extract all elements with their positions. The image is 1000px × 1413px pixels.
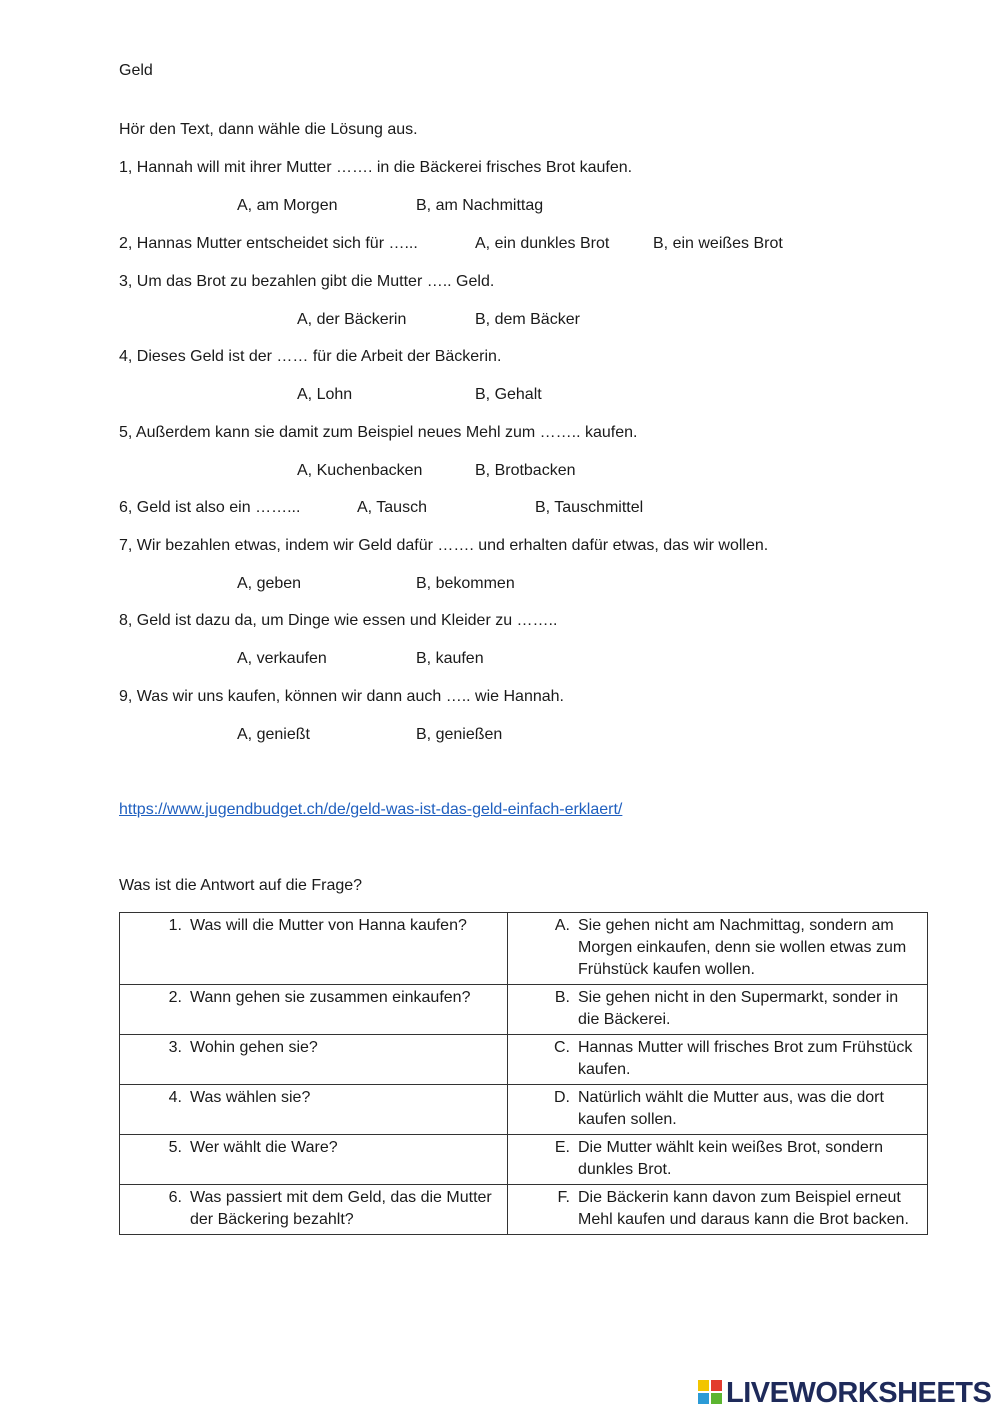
question-4-option-b[interactable]: B, Gehalt bbox=[475, 386, 542, 403]
question-text: Wann gehen sie zusammen einkaufen? bbox=[190, 989, 471, 1006]
question-6-option-b[interactable]: B, Tauschmittel bbox=[535, 499, 644, 516]
answer-text: Natürlich wählt die Mutter aus, was die dort kaufen sollen. bbox=[578, 1089, 884, 1128]
answer-text: Die Mutter wählt kein weißes Brot, sondern dunkles Brot. bbox=[578, 1139, 884, 1178]
answer-letter: F. bbox=[557, 1189, 570, 1206]
table-row bbox=[120, 1135, 928, 1185]
table-heading: Was ist die Antwort auf die Frage? bbox=[119, 877, 363, 894]
question-9: 9, Was wir uns kaufen, können wir dann auch ….. wie Hannah. bbox=[119, 688, 564, 705]
question-3: 3, Um das Brot zu bezahlen gibt die Mutter ….. Geld. bbox=[119, 273, 495, 290]
question-5-option-a[interactable]: A, Kuchenbacken bbox=[297, 462, 423, 479]
question-cell bbox=[120, 1135, 508, 1185]
answer-cell[interactable] bbox=[508, 1035, 928, 1085]
brand-name: LIVEWORKSHEETS bbox=[726, 1376, 992, 1409]
instruction: Hör den Text, dann wähle die Lösung aus. bbox=[119, 121, 418, 138]
answer-letter: C. bbox=[554, 1039, 570, 1056]
question-text: Was passiert mit dem Geld, das die Mutter der Bäckering bezahlt? bbox=[190, 1189, 492, 1228]
question-3-option-a[interactable]: A, der Bäckerin bbox=[297, 311, 407, 328]
question-2-option-a[interactable]: A, ein dunkles Brot bbox=[475, 235, 610, 252]
question-7: 7, Wir bezahlen etwas, indem wir Geld dafür ……. und erhalten dafür etwas, das wir wollen. bbox=[119, 537, 769, 554]
answer-letter: A. bbox=[554, 917, 570, 934]
question-2-option-b[interactable]: B, ein weißes Brot bbox=[653, 235, 783, 252]
question-cell bbox=[120, 1035, 508, 1085]
question-number: 3. bbox=[168, 1039, 182, 1056]
question-number: 1. bbox=[168, 917, 182, 934]
question-5: 5, Außerdem kann sie damit zum Beispiel neues Mehl zum …….. kaufen. bbox=[119, 424, 638, 441]
answer-text: Sie gehen nicht in den Supermarkt, sonder in die Bäckerei. bbox=[578, 989, 899, 1028]
question-8-option-b[interactable]: B, kaufen bbox=[416, 650, 484, 667]
question-text: Wohin gehen sie? bbox=[190, 1039, 318, 1056]
question-1-option-b[interactable]: B, am Nachmittag bbox=[416, 197, 544, 214]
source-link[interactable]: https://www.jugendbudget.ch/de/geld-was-ist-das-geld-einfach-erklaert/ bbox=[119, 801, 623, 818]
table-row bbox=[120, 1035, 928, 1085]
question-4: 4, Dieses Geld ist der …… für die Arbeit der Bäckerin. bbox=[119, 348, 502, 365]
question-cell bbox=[120, 1085, 508, 1135]
question-number: 6. bbox=[168, 1189, 182, 1206]
answer-cell[interactable] bbox=[508, 1135, 928, 1185]
answer-text: Sie gehen nicht am Nachmittag, sondern am Morgen einkaufen, denn sie wollen etwas zum Frühstück kaufen wollen. bbox=[578, 917, 907, 978]
question-number: 4. bbox=[168, 1089, 182, 1106]
question-6-option-a[interactable]: A, Tausch bbox=[357, 499, 427, 516]
question-1: 1, Hannah will mit ihrer Mutter ……. in die Bäckerei frisches Brot kaufen. bbox=[119, 159, 633, 176]
question-8-option-a[interactable]: A, verkaufen bbox=[237, 650, 327, 667]
question-8: 8, Geld ist dazu da, um Dinge wie essen und Kleider zu …….. bbox=[119, 612, 558, 629]
page-title: Geld bbox=[119, 62, 153, 79]
answer-cell[interactable] bbox=[508, 1185, 928, 1235]
table-row bbox=[120, 985, 928, 1035]
question-number: 2. bbox=[168, 989, 182, 1006]
answer-letter: D. bbox=[554, 1089, 570, 1106]
answer-text: Die Bäckerin kann davon zum Beispiel erneut Mehl kaufen und daraus kann die Brot backen. bbox=[578, 1189, 909, 1228]
answer-cell[interactable] bbox=[508, 985, 928, 1035]
question-7-option-b[interactable]: B, bekommen bbox=[416, 575, 515, 592]
table-row bbox=[120, 913, 928, 985]
question-2: 2, Hannas Mutter entscheidet sich für …... bbox=[119, 235, 418, 252]
question-9-option-b[interactable]: B, genießen bbox=[416, 726, 503, 743]
answer-letter: B. bbox=[554, 989, 570, 1006]
question-cell bbox=[120, 913, 508, 985]
table-row bbox=[120, 1185, 928, 1235]
question-number: 5. bbox=[168, 1139, 182, 1156]
question-4-option-a[interactable]: A, Lohn bbox=[297, 386, 353, 403]
question-1-option-a[interactable]: A, am Morgen bbox=[237, 197, 338, 214]
question-9-option-a[interactable]: A, genießt bbox=[237, 726, 310, 743]
brand-logo bbox=[698, 1376, 991, 1410]
answer-cell[interactable] bbox=[508, 913, 928, 985]
question-6: 6, Geld ist also ein ……... bbox=[119, 499, 301, 516]
answer-letter: E. bbox=[554, 1139, 570, 1156]
question-cell bbox=[120, 985, 508, 1035]
liveworksheets-logo-icon bbox=[698, 1380, 724, 1406]
question-text: Was wählen sie? bbox=[190, 1089, 311, 1106]
answer-text: Hannas Mutter will frisches Brot zum Frühstück kaufen. bbox=[578, 1039, 913, 1078]
question-text: Wer wählt die Ware? bbox=[190, 1139, 338, 1156]
matching-table bbox=[119, 912, 928, 1235]
question-3-option-b[interactable]: B, dem Bäcker bbox=[475, 311, 580, 328]
table-row bbox=[120, 1085, 928, 1135]
question-text: Was will die Mutter von Hanna kaufen? bbox=[190, 917, 467, 934]
question-5-option-b[interactable]: B, Brotbacken bbox=[475, 462, 576, 479]
answer-cell[interactable] bbox=[508, 1085, 928, 1135]
question-7-option-a[interactable]: A, geben bbox=[237, 575, 302, 592]
question-cell bbox=[120, 1185, 508, 1235]
